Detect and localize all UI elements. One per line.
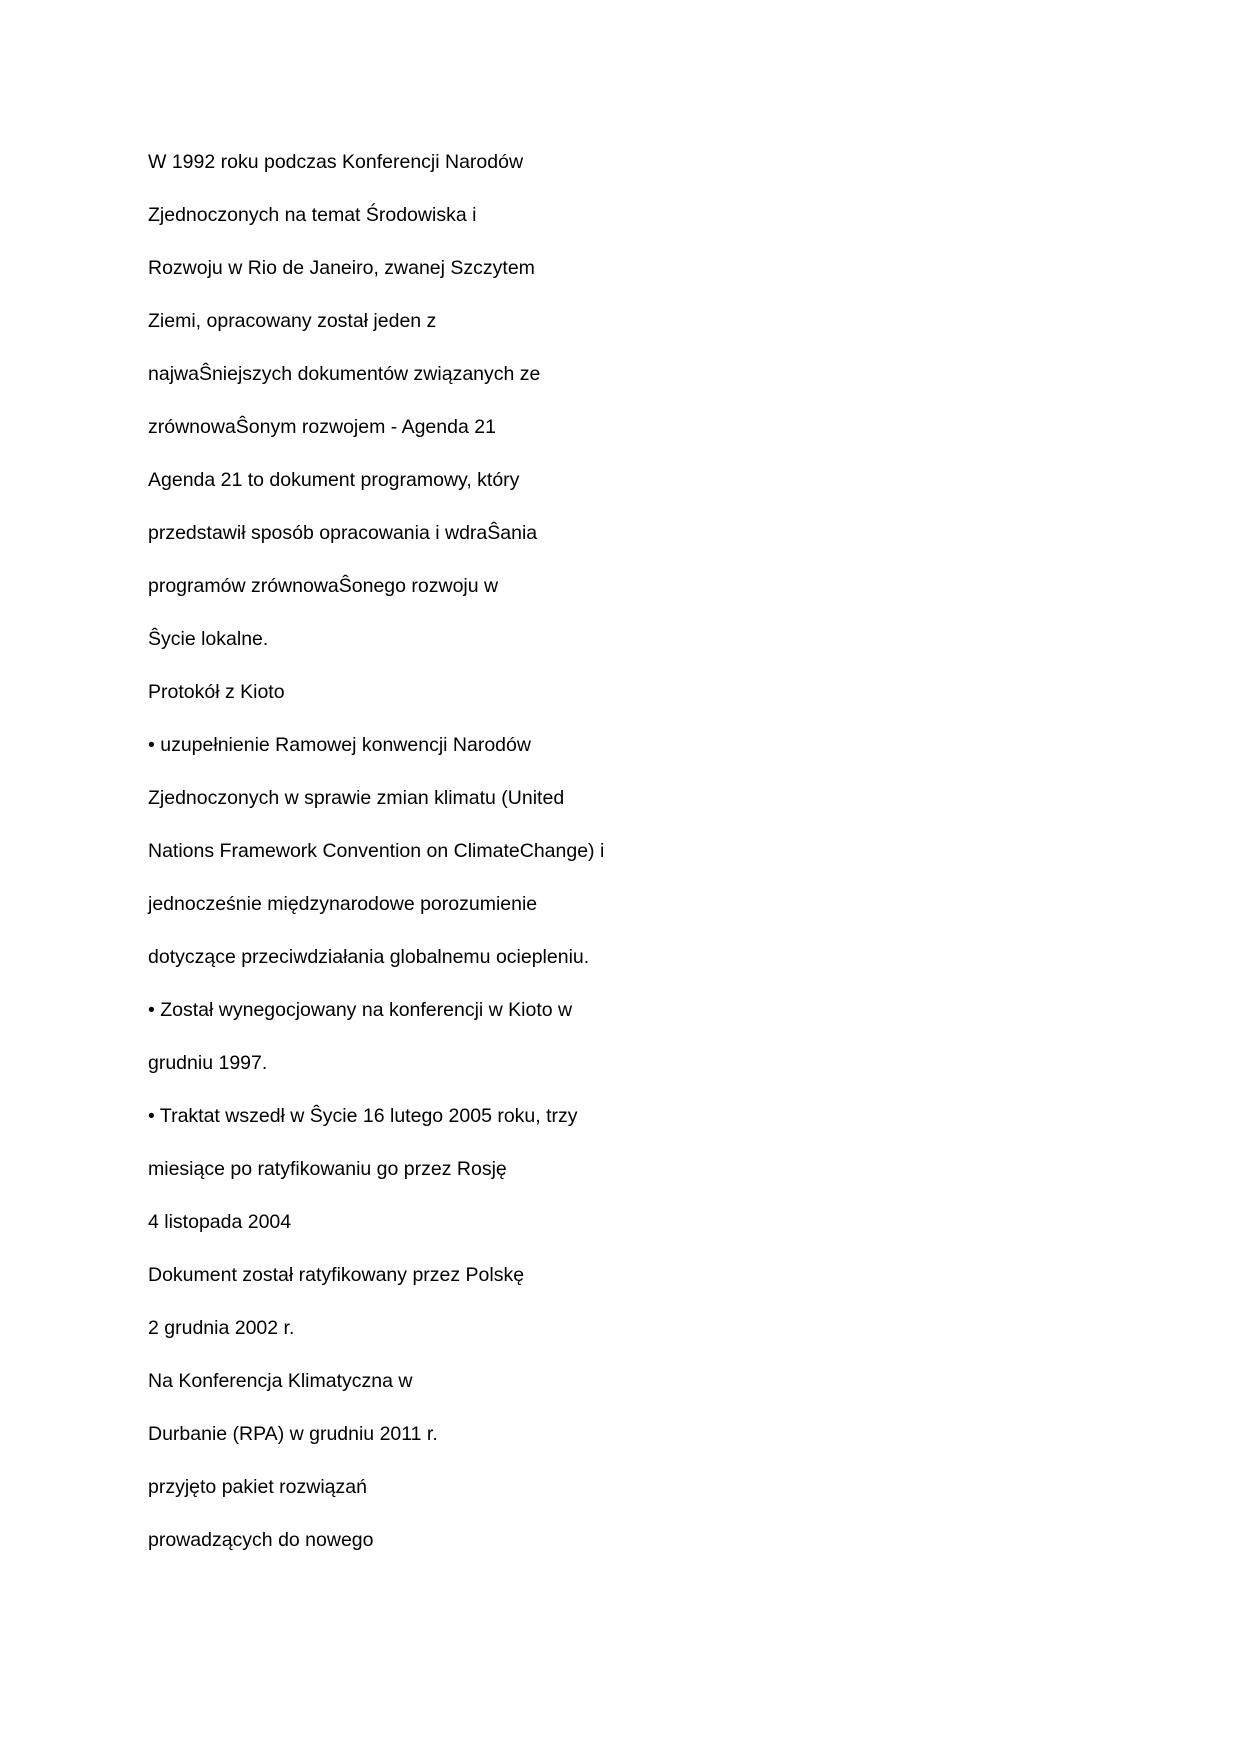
- text-line: Agenda 21 to dokument programowy, który: [148, 469, 520, 491]
- text-line: W 1992 roku podczas Konferencji Narodów: [148, 151, 524, 173]
- text-line: przyjęto pakiet rozwiązań: [148, 1476, 367, 1498]
- text-line: jednocześnie międzynarodowe porozumienie: [148, 893, 538, 915]
- document-body: [148, 141, 1048, 1572]
- text-line: Na Konferencja Klimatyczna w: [148, 1370, 413, 1392]
- text-line: Dokument został ratyfikowany przez Polskę: [148, 1264, 525, 1286]
- text-line: przedstawił sposób opracowania i wdraŜania: [148, 522, 538, 544]
- text-line: grudniu 1997.: [148, 1052, 268, 1074]
- text-line: Nations Framework Convention on ClimateChange) i: [148, 840, 605, 862]
- text-line: Zjednoczonych w sprawie zmian klimatu (United: [148, 787, 565, 809]
- bullet-line: • uzupełnienie Ramowej konwencji Narodów: [148, 734, 531, 756]
- bullet-line: • Został wynegocjowany na konferencji w Kioto w: [148, 999, 573, 1021]
- text-line: dotyczące przeciwdziałania globalnemu ociepleniu.: [148, 946, 590, 968]
- text-line: Durbanie (RPA) w grudniu 2011 r.: [148, 1423, 438, 1445]
- text-line: 4 listopada 2004: [148, 1211, 292, 1233]
- text-line: Ŝycie lokalne.: [148, 628, 269, 650]
- text-line: Zjednoczonych na temat Środowiska i: [148, 204, 477, 226]
- text-line: 2 grudnia 2002 r.: [148, 1317, 295, 1339]
- text-line: najwaŜniejszych dokumentów związanych ze: [148, 363, 541, 385]
- text-line: programów zrównowaŜonego rozwoju w: [148, 575, 499, 597]
- text-line: prowadzących do nowego: [148, 1529, 374, 1551]
- text-line: Ziemi, opracowany został jeden z: [148, 310, 437, 332]
- section-heading: Protokół z Kioto: [148, 681, 285, 703]
- text-line: miesiące po ratyfikowaniu go przez Rosję: [148, 1158, 507, 1180]
- text-line: Rozwoju w Rio de Janeiro, zwanej Szczytem: [148, 257, 535, 279]
- text-line: zrównowaŜonym rozwojem - Agenda 21: [148, 416, 496, 438]
- bullet-line: • Traktat wszedł w Ŝycie 16 lutego 2005 roku, trzy: [148, 1105, 578, 1127]
